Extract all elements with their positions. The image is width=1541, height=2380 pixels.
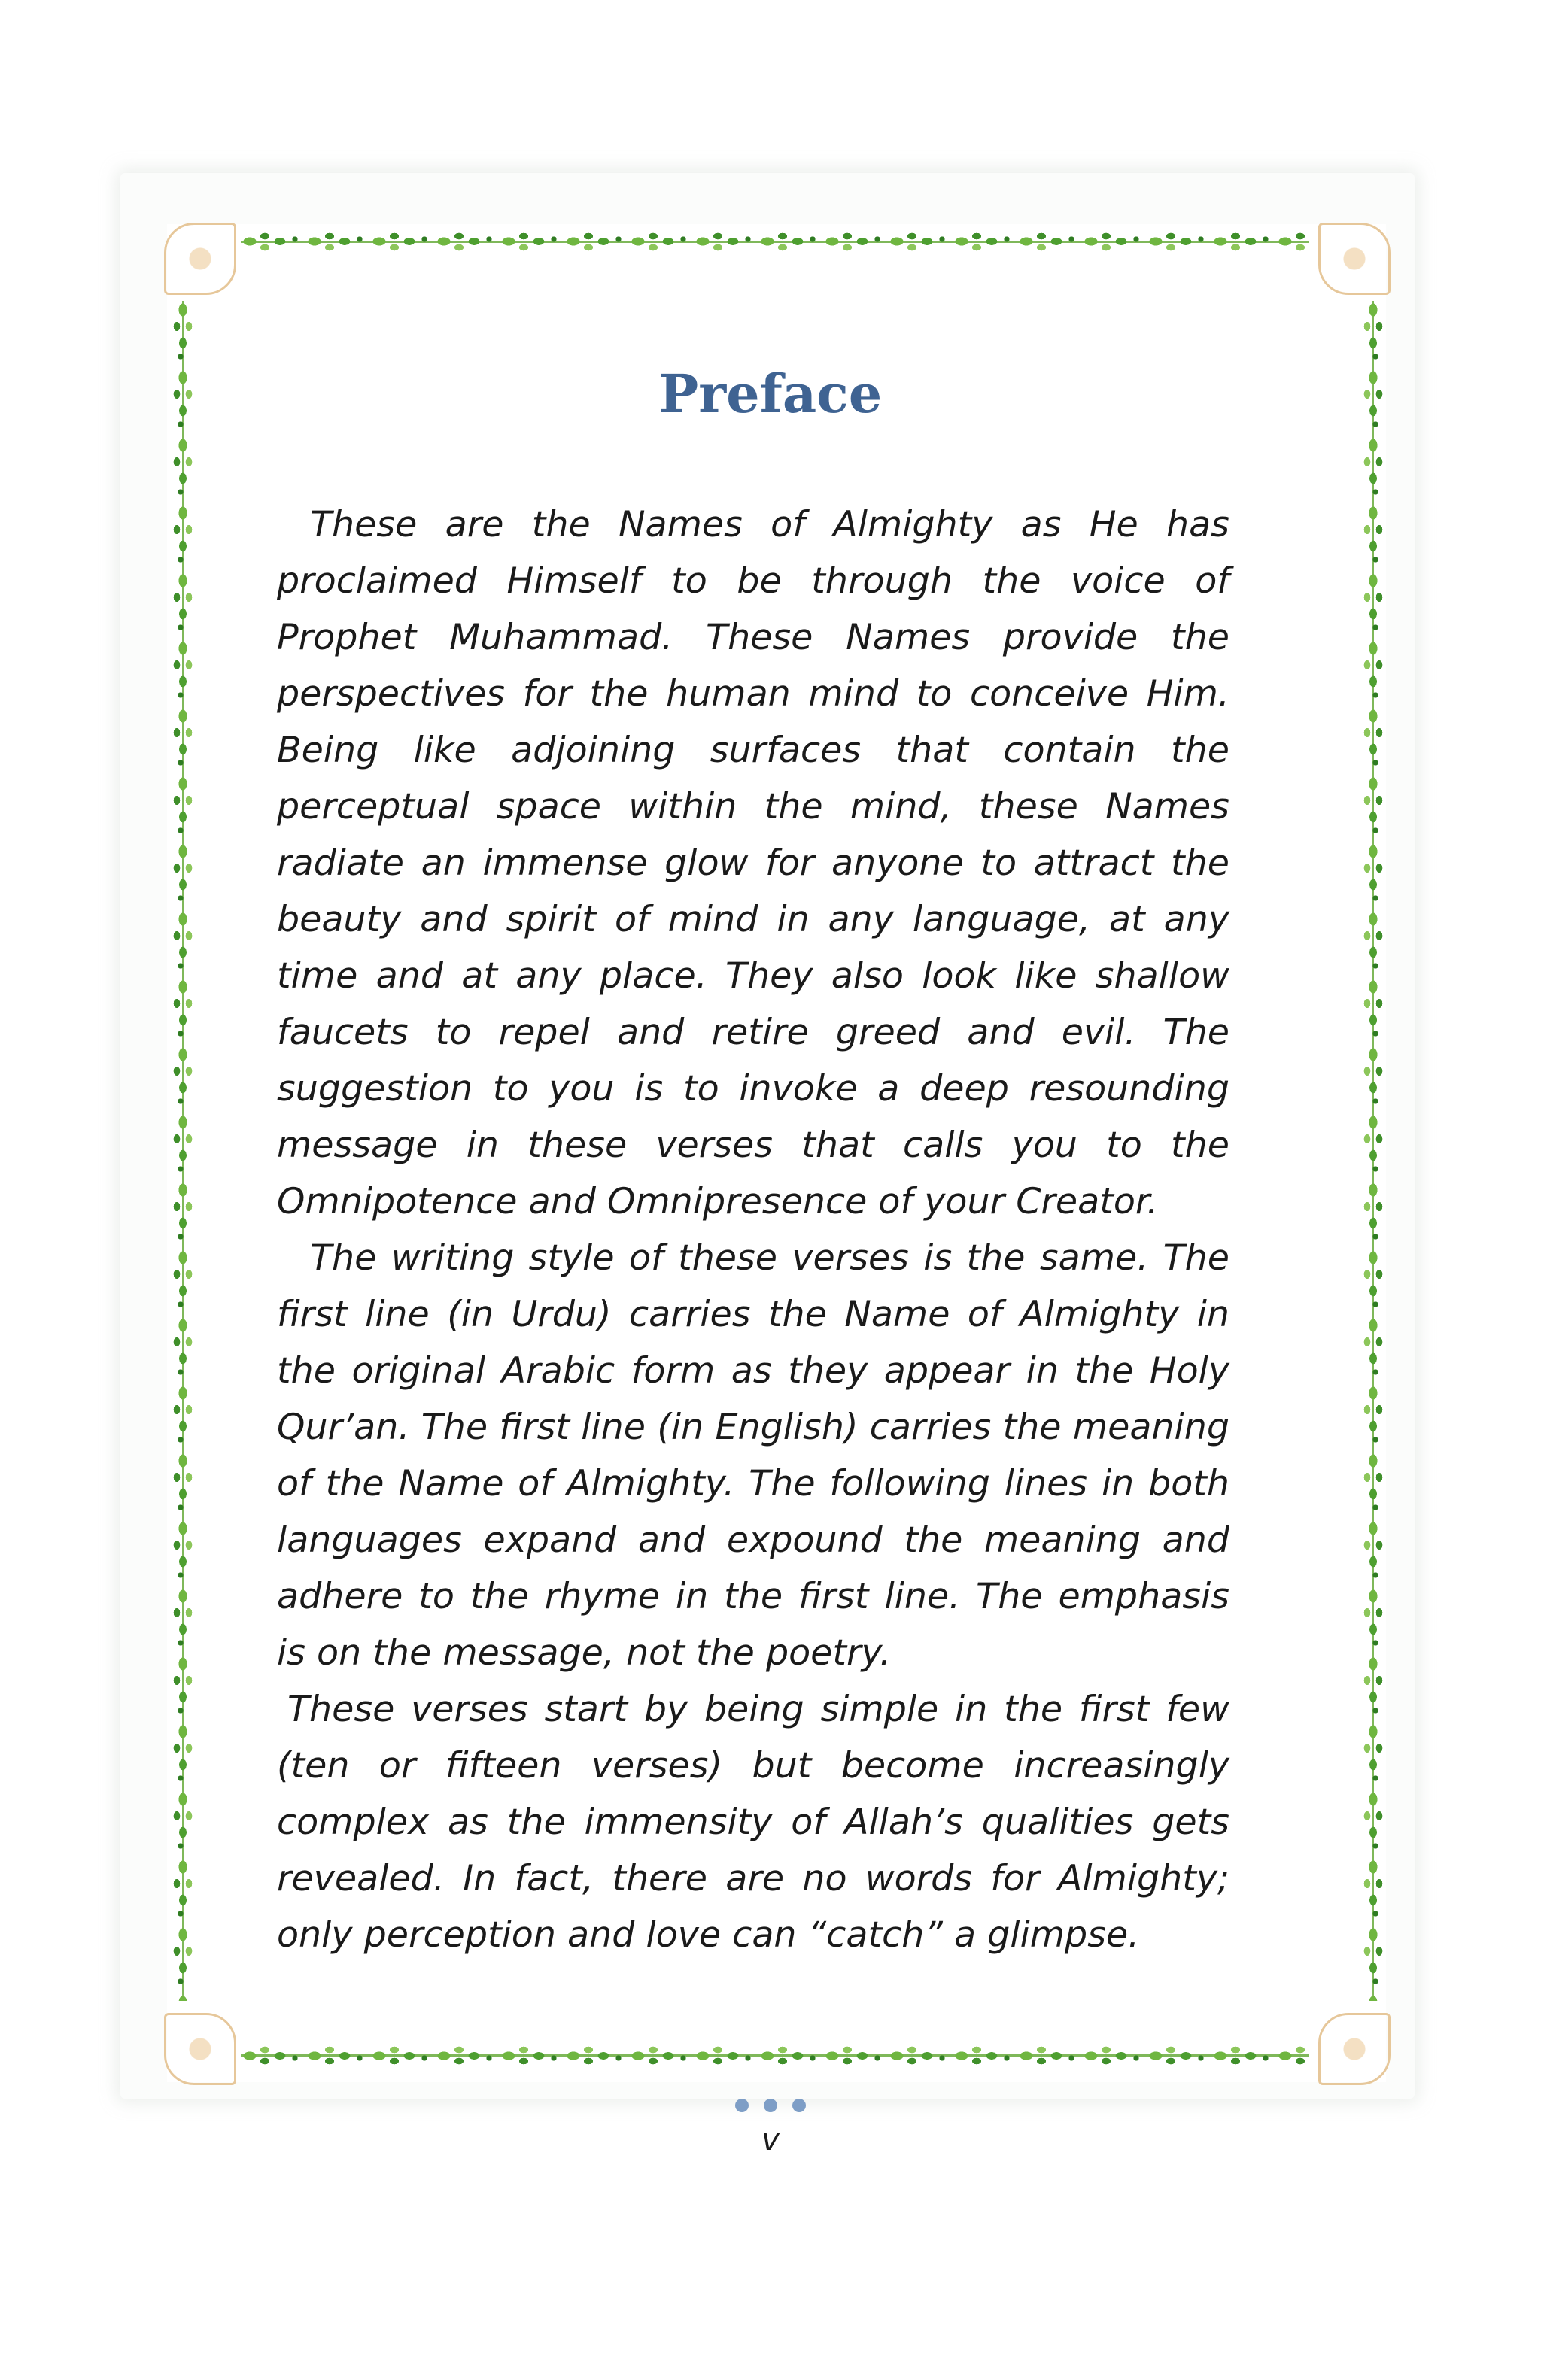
dot bbox=[792, 2099, 806, 2112]
vine-border-left-icon bbox=[167, 301, 199, 2001]
page-title: Preface bbox=[658, 363, 883, 425]
paragraph: These are the Names of Almighty as He has proclaimed Himself to be through the voice of Prophet Muhammad. These Names provide the perspectives for the human mind to conceive Him. Being like adjoining surfaces that contain the perceptual space within the mind, these Names radiate an immense glow for anyone to attract the beauty and spirit of mind in any language, at any time and at any place. They also look like shallow faucets to repel and retire greed and evil. The suggestion to you is to invoke a deep resounding message in these verses that calls you to the Omnipotence and Omnipresence of your Creator. bbox=[277, 504, 1229, 1222]
vine-border-bottom-icon bbox=[241, 2040, 1309, 2072]
vine-border-right-icon bbox=[1357, 301, 1389, 2001]
corner-ornament-icon bbox=[1318, 223, 1391, 295]
dot bbox=[764, 2099, 777, 2112]
dot bbox=[735, 2099, 749, 2112]
page-number: v bbox=[761, 2123, 780, 2157]
corner-ornament-icon bbox=[164, 223, 236, 295]
vine-border-top-icon bbox=[241, 226, 1309, 257]
paragraph: These verses start by being simple in the first few (ten or fifteen verses) but become increasingly complex as the immensity of Allah’s qualities gets revealed. In fact, there are no words for Almighty; only perception and love can “catch” a glimpse. bbox=[277, 1689, 1229, 1956]
preface-body bbox=[277, 496, 1229, 1963]
corner-ornament-icon bbox=[164, 2013, 236, 2085]
page-dots-icon bbox=[0, 2099, 1541, 2112]
corner-ornament-icon bbox=[1318, 2013, 1391, 2085]
paragraph: The writing style of these verses is the same. The first line (in Urdu) carries the Name of Almighty in the original Arabic form as they appear in the Holy Qur’an. The first line (in English) carries the meaning of the Name of Almighty. The following lines in both languages expand and expound the meaning and adhere to the rhyme in the first line. The emphasis is on the message, not the poetry. bbox=[277, 1237, 1229, 1674]
